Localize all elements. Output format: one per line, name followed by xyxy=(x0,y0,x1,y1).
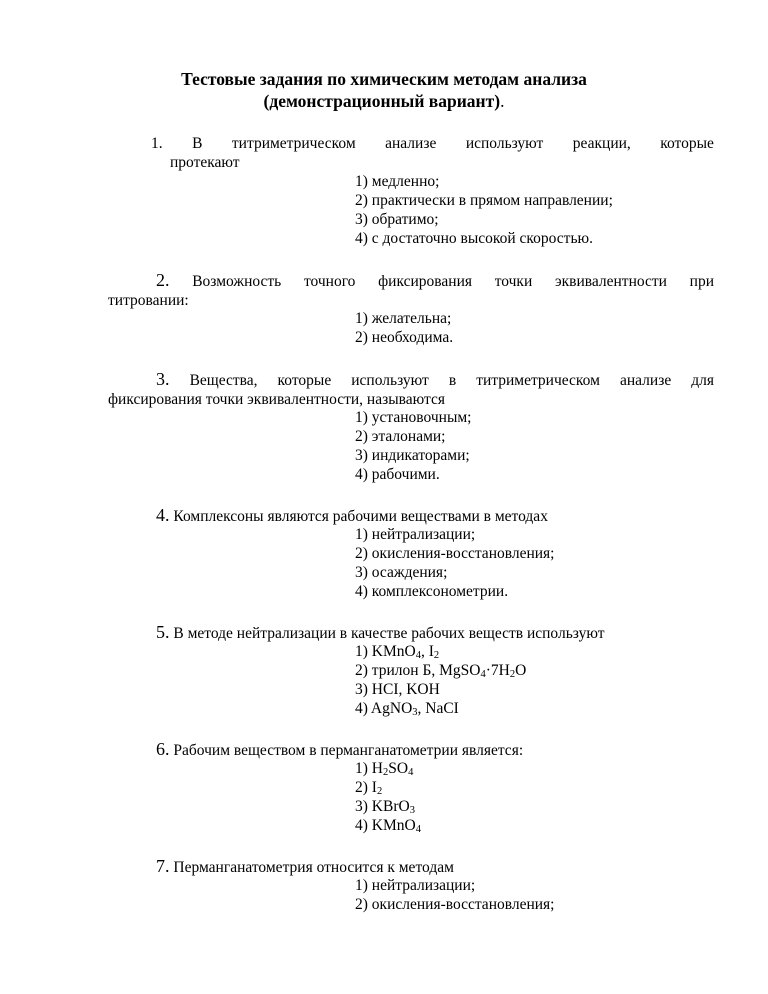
formula-part: 1) KMnO xyxy=(355,643,416,660)
formula-part: 1) H xyxy=(355,760,383,777)
question-1-word: реакции, xyxy=(572,135,631,152)
formula-part: 2) трилон Б, MgSO xyxy=(355,662,481,679)
answer-option xyxy=(355,759,421,778)
question-4 xyxy=(156,506,762,526)
question-7-text: Перманганатометрия относится к методам xyxy=(173,859,454,876)
question-3-text: Вещества, которые используют в титриметрическом анализе для xyxy=(189,372,715,389)
answer-option: 1) медленно; xyxy=(355,173,440,190)
formula-part: , I xyxy=(420,643,434,660)
formula-subscript: 2 xyxy=(433,650,440,661)
formula-part: 3) KBrO xyxy=(355,798,410,815)
formula-subscript: 4 xyxy=(415,650,421,661)
formula-part: 4) AgNO xyxy=(355,700,413,717)
question-1-text-line1 xyxy=(151,134,714,153)
answer-option: 2) практически в прямом направлении; xyxy=(355,192,613,209)
question-4-number: 4. xyxy=(156,505,170,525)
formula-part: O xyxy=(515,662,527,679)
formula-part: 3) HCI, KOH xyxy=(355,681,440,698)
formula-subscript: 3 xyxy=(412,707,418,718)
question-1-word: которые xyxy=(660,135,714,152)
question-7 xyxy=(156,857,762,877)
question-1-answers xyxy=(355,172,613,248)
answer-option: 4) комплексонометрии. xyxy=(355,583,509,600)
answer-option: 1) желательна; xyxy=(355,310,452,327)
answer-option: 2) окисления-восстановления; xyxy=(355,545,555,562)
formula-subscript: 2 xyxy=(376,786,383,797)
question-1-word: используют xyxy=(465,135,544,152)
document-title-period: . xyxy=(500,91,505,111)
answer-option: 1) установочным; xyxy=(355,409,472,426)
question-1-number: 1. xyxy=(151,135,163,152)
answer-option xyxy=(355,661,526,680)
answer-option: 4) рабочими. xyxy=(355,466,440,483)
answer-option xyxy=(355,699,526,718)
question-3-answers xyxy=(355,408,472,484)
question-2-text-line2: титровании: xyxy=(108,292,189,309)
question-2-text: Возможность точного фиксирования точки эквивалентности при xyxy=(192,273,715,290)
answer-option xyxy=(355,642,526,661)
question-6-answers xyxy=(355,759,421,835)
question-1-word: титриметрическом xyxy=(231,135,356,152)
question-7-number: 7. xyxy=(156,856,170,876)
formula-subscript: 2 xyxy=(382,767,389,778)
formula-part: 4) KMnO xyxy=(355,817,416,834)
question-6-text-line1 xyxy=(156,740,762,760)
question-4-text-line1 xyxy=(156,506,762,526)
question-6-text: Рабочим веществом в перманганатометрии является: xyxy=(173,742,524,759)
question-1-text-line2: протекают xyxy=(170,154,240,171)
question-3 xyxy=(108,370,714,409)
question-3-text-line2: фиксирования точки эквивалентности, называются xyxy=(108,391,445,408)
answer-option xyxy=(355,797,421,816)
question-3-number: 3. xyxy=(156,369,170,389)
question-5-text: В методе нейтрализации в качестве рабочих веществ используют xyxy=(173,625,605,642)
question-5-text-line1 xyxy=(156,623,762,643)
formula-part: 2) I xyxy=(355,779,377,796)
question-6-number: 6. xyxy=(156,739,170,759)
question-5-answers xyxy=(355,642,526,718)
formula-subscript: 4 xyxy=(480,669,486,680)
answer-option: 3) осаждения; xyxy=(355,564,448,581)
question-2-number: 2. xyxy=(156,270,170,290)
question-6 xyxy=(156,740,762,760)
answer-option: 2) эталонами; xyxy=(355,428,446,445)
formula-subscript: 4 xyxy=(415,824,421,835)
question-5 xyxy=(156,623,762,643)
formula-subscript: 4 xyxy=(408,767,414,778)
answer-option: 1) нейтрализации; xyxy=(355,877,476,894)
question-5-number: 5. xyxy=(156,622,170,642)
question-4-answers xyxy=(355,525,555,601)
question-2 xyxy=(108,271,714,310)
document-title-line2 xyxy=(0,90,768,112)
answer-option: 2) необходима. xyxy=(355,329,454,346)
question-1 xyxy=(151,134,714,172)
answer-option xyxy=(355,816,421,835)
answer-option xyxy=(355,680,526,699)
formula-part: , NaCI xyxy=(417,700,459,717)
answer-option xyxy=(355,778,421,797)
formula-part: SO xyxy=(388,760,409,777)
answer-option: 2) окисления-восстановления; xyxy=(355,896,555,913)
question-7-text-line1 xyxy=(156,857,762,877)
question-2-answers xyxy=(355,309,453,347)
answer-option: 1) нейтрализации; xyxy=(355,526,476,543)
question-4-text: Комплексоны являются рабочими веществами в методах xyxy=(173,508,548,525)
question-1-word: анализе xyxy=(385,135,437,152)
formula-subscript: 2 xyxy=(509,669,516,680)
formula-part: ·7H xyxy=(485,662,510,679)
answer-option: 3) обратимо; xyxy=(355,211,439,228)
document-title-line1: Тестовые задания по химическим методам анализа xyxy=(181,69,587,89)
formula-subscript: 3 xyxy=(409,805,415,816)
question-7-answers xyxy=(355,876,555,914)
question-1-word: В xyxy=(192,135,203,152)
answer-option: 4) с достаточно высокой скоростью. xyxy=(355,230,593,247)
question-3-text-line1 xyxy=(108,370,714,390)
answer-option: 3) индикаторами; xyxy=(355,447,470,464)
question-2-text-line1 xyxy=(108,271,714,291)
document-title-subtitle: (демонстрационный вариант) xyxy=(263,91,501,111)
